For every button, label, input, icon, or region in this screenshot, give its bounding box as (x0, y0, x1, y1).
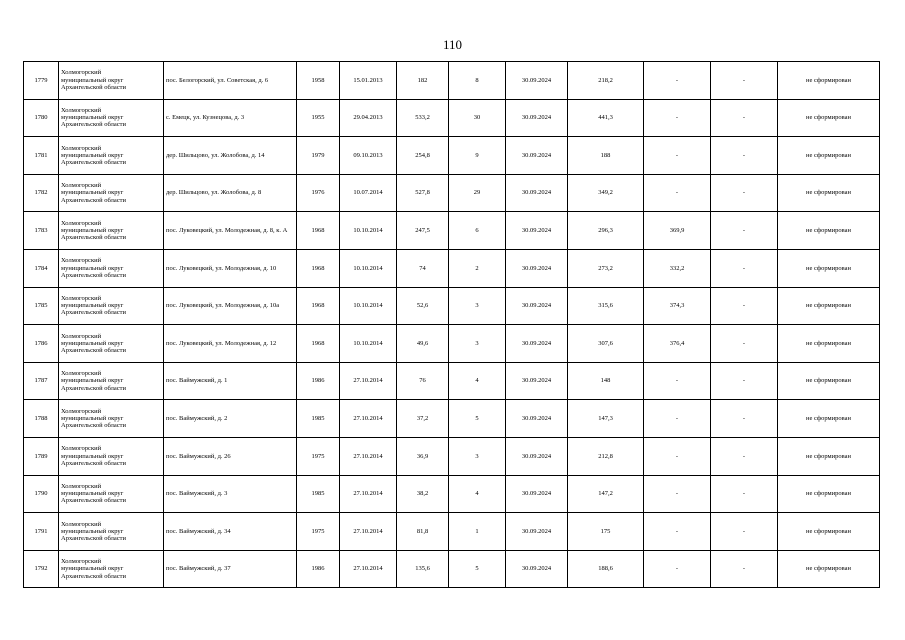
count-cell: 5 (449, 400, 506, 438)
count-cell: 3 (449, 287, 506, 325)
value-cell: 212,8 (568, 437, 644, 475)
municipality-line: муниципальный округ (61, 302, 124, 310)
value3-cell: - (711, 325, 778, 363)
count-cell: 3 (449, 437, 506, 475)
registry-table (23, 61, 880, 588)
count-cell: 3 (449, 325, 506, 363)
report-date-cell: 30.09.2024 (506, 137, 568, 175)
value3-cell: - (711, 137, 778, 175)
area-cell: 74 (397, 249, 449, 287)
status-cell: не сформирован (778, 212, 880, 250)
report-date-cell: 30.09.2024 (506, 287, 568, 325)
municipality-line: Архангельской области (61, 572, 126, 580)
report-date-cell: 30.09.2024 (506, 437, 568, 475)
address-cell: пос. Луковецкий, ул. Молодежная, д. 12 (164, 325, 297, 363)
table-row (24, 437, 880, 475)
year-cell: 1979 (297, 137, 340, 175)
table-row (24, 325, 880, 363)
row-number-cell: 1791 (24, 513, 59, 551)
value3-cell: - (711, 550, 778, 588)
date-cell: 10.10.2014 (340, 212, 397, 250)
year-cell: 1968 (297, 212, 340, 250)
row-number-cell: 1780 (24, 99, 59, 137)
municipality-line: Холмогорский (61, 520, 102, 528)
year-cell: 1958 (297, 62, 340, 100)
report-date-cell: 30.09.2024 (506, 212, 568, 250)
address-cell: дер. Шильцово, ул. Жолобова, д. 14 (164, 137, 297, 175)
status-cell: не сформирован (778, 287, 880, 325)
year-cell: 1968 (297, 249, 340, 287)
year-cell: 1986 (297, 362, 340, 400)
value-cell: 148 (568, 362, 644, 400)
count-cell: 6 (449, 212, 506, 250)
municipality-line: муниципальный округ (61, 151, 124, 159)
area-cell: 247,5 (397, 212, 449, 250)
municipality-line: Холмогорский (61, 107, 102, 115)
year-cell: 1955 (297, 99, 340, 137)
municipality-line: Холмогорский (61, 370, 102, 378)
municipality-cell (59, 212, 164, 250)
municipality-cell (59, 325, 164, 363)
date-cell: 27.10.2014 (340, 475, 397, 513)
row-number-cell: 1789 (24, 437, 59, 475)
municipality-line: Холмогорский (61, 219, 102, 227)
table-row (24, 212, 880, 250)
table-row (24, 400, 880, 438)
status-cell: не сформирован (778, 174, 880, 212)
area-cell: 37,2 (397, 400, 449, 438)
report-date-cell: 30.09.2024 (506, 513, 568, 551)
address-cell: пос. Луковецкий, ул. Молодежная, д. 8, к. А (164, 212, 297, 250)
value3-cell: - (711, 212, 778, 250)
municipality-line: муниципальный округ (61, 339, 124, 347)
area-cell: 36,9 (397, 437, 449, 475)
value2-cell: - (644, 137, 711, 175)
date-cell: 10.10.2014 (340, 249, 397, 287)
report-date-cell: 30.09.2024 (506, 550, 568, 588)
date-cell: 27.10.2014 (340, 513, 397, 551)
municipality-line: Архангельской области (61, 159, 126, 167)
address-cell: пос. Луковецкий, ул. Молодежная, д. 10а (164, 287, 297, 325)
address-cell: пос. Ваймужский, д. 37 (164, 550, 297, 588)
municipality-cell (59, 513, 164, 551)
area-cell: 49,6 (397, 325, 449, 363)
municipality-line: Холмогорский (61, 182, 102, 190)
value3-cell: - (711, 62, 778, 100)
municipality-cell (59, 99, 164, 137)
municipality-line: Архангельской области (61, 535, 126, 543)
date-cell: 27.10.2014 (340, 400, 397, 438)
table-row (24, 137, 880, 175)
year-cell: 1985 (297, 475, 340, 513)
municipality-line: Холмогорский (61, 483, 102, 491)
status-cell: не сформирован (778, 550, 880, 588)
municipality-line: муниципальный округ (61, 490, 124, 498)
value2-cell: - (644, 362, 711, 400)
table-row (24, 62, 880, 100)
status-cell: не сформирован (778, 325, 880, 363)
status-cell: не сформирован (778, 362, 880, 400)
count-cell: 2 (449, 249, 506, 287)
value-cell: 349,2 (568, 174, 644, 212)
municipality-line: Архангельской области (61, 309, 126, 317)
value2-cell: - (644, 400, 711, 438)
row-number-cell: 1781 (24, 137, 59, 175)
report-date-cell: 30.09.2024 (506, 99, 568, 137)
area-cell: 254,8 (397, 137, 449, 175)
date-cell: 27.10.2014 (340, 437, 397, 475)
value-cell: 315,6 (568, 287, 644, 325)
address-cell: пос. Ваймужский, д. 34 (164, 513, 297, 551)
municipality-cell (59, 62, 164, 100)
value3-cell: - (711, 174, 778, 212)
municipality-line: Архангельской области (61, 384, 126, 392)
value3-cell: - (711, 362, 778, 400)
table-row (24, 287, 880, 325)
area-cell: 76 (397, 362, 449, 400)
date-cell: 10.10.2014 (340, 287, 397, 325)
value-cell: 188 (568, 137, 644, 175)
municipality-line: муниципальный округ (61, 452, 124, 460)
value2-cell: - (644, 437, 711, 475)
report-date-cell: 30.09.2024 (506, 325, 568, 363)
date-cell: 29.04.2013 (340, 99, 397, 137)
value2-cell: 376,4 (644, 325, 711, 363)
value-cell: 296,3 (568, 212, 644, 250)
status-cell: не сформирован (778, 99, 880, 137)
report-date-cell: 30.09.2024 (506, 174, 568, 212)
area-cell: 38,2 (397, 475, 449, 513)
date-cell: 10.10.2014 (340, 325, 397, 363)
value-cell: 441,3 (568, 99, 644, 137)
value-cell: 188,6 (568, 550, 644, 588)
status-cell: не сформирован (778, 437, 880, 475)
value2-cell: - (644, 62, 711, 100)
municipality-line: муниципальный округ (61, 114, 124, 122)
table-row (24, 550, 880, 588)
municipality-cell (59, 249, 164, 287)
count-cell: 29 (449, 174, 506, 212)
municipality-line: муниципальный округ (61, 377, 124, 385)
area-cell: 81,8 (397, 513, 449, 551)
area-cell: 527,8 (397, 174, 449, 212)
address-cell: пос. Белогорский, ул. Советская, д. 6 (164, 62, 297, 100)
area-cell: 52,6 (397, 287, 449, 325)
row-number-cell: 1784 (24, 249, 59, 287)
value2-cell: 374,3 (644, 287, 711, 325)
year-cell: 1976 (297, 174, 340, 212)
municipality-line: Холмогорский (61, 407, 102, 415)
count-cell: 1 (449, 513, 506, 551)
value3-cell: - (711, 475, 778, 513)
municipality-line: Архангельской области (61, 234, 126, 242)
report-date-cell: 30.09.2024 (506, 475, 568, 513)
count-cell: 30 (449, 99, 506, 137)
table-row (24, 99, 880, 137)
municipality-cell (59, 137, 164, 175)
status-cell: не сформирован (778, 249, 880, 287)
municipality-cell (59, 174, 164, 212)
report-date-cell: 30.09.2024 (506, 362, 568, 400)
row-number-cell: 1788 (24, 400, 59, 438)
municipality-cell (59, 287, 164, 325)
value3-cell: - (711, 249, 778, 287)
value2-cell: - (644, 174, 711, 212)
report-date-cell: 30.09.2024 (506, 62, 568, 100)
municipality-line: Архангельской области (61, 83, 126, 91)
page-number: 110 (442, 37, 463, 52)
address-cell: пос. Луковецкий, ул. Молодежная, д. 10 (164, 249, 297, 287)
municipality-line: муниципальный округ (61, 76, 124, 84)
report-date-cell: 30.09.2024 (506, 400, 568, 438)
municipality-line: муниципальный округ (61, 527, 124, 535)
municipality-line: муниципальный округ (61, 264, 124, 272)
year-cell: 1975 (297, 437, 340, 475)
value2-cell: - (644, 513, 711, 551)
municipality-cell (59, 400, 164, 438)
address-cell: пос. Ваймужский, д. 2 (164, 400, 297, 438)
date-cell: 15.01.2013 (340, 62, 397, 100)
municipality-line: Холмогорский (61, 445, 102, 453)
value-cell: 218,2 (568, 62, 644, 100)
row-number-cell: 1782 (24, 174, 59, 212)
area-cell: 533,2 (397, 99, 449, 137)
value-cell: 307,6 (568, 325, 644, 363)
value2-cell: - (644, 550, 711, 588)
count-cell: 4 (449, 362, 506, 400)
year-cell: 1975 (297, 513, 340, 551)
value-cell: 175 (568, 513, 644, 551)
municipality-cell (59, 362, 164, 400)
report-date-cell: 30.09.2024 (506, 249, 568, 287)
municipality-cell (59, 550, 164, 588)
municipality-line: Архангельской области (61, 121, 126, 129)
row-number-cell: 1787 (24, 362, 59, 400)
year-cell: 1968 (297, 325, 340, 363)
value3-cell: - (711, 437, 778, 475)
municipality-line: муниципальный округ (61, 227, 124, 235)
municipality-line: Архангельской области (61, 459, 126, 467)
row-number-cell: 1785 (24, 287, 59, 325)
count-cell: 9 (449, 137, 506, 175)
count-cell: 4 (449, 475, 506, 513)
address-cell: дер. Шильцово, ул. Жолобова, д. 8 (164, 174, 297, 212)
count-cell: 5 (449, 550, 506, 588)
value3-cell: - (711, 99, 778, 137)
municipality-line: муниципальный округ (61, 415, 124, 423)
value2-cell: 332,2 (644, 249, 711, 287)
address-cell: пос. Ваймужский, д. 26 (164, 437, 297, 475)
municipality-cell (59, 437, 164, 475)
date-cell: 27.10.2014 (340, 550, 397, 588)
table-row (24, 249, 880, 287)
row-number-cell: 1792 (24, 550, 59, 588)
status-cell: не сформирован (778, 62, 880, 100)
table-row (24, 362, 880, 400)
municipality-line: Архангельской области (61, 497, 126, 505)
row-number-cell: 1783 (24, 212, 59, 250)
value-cell: 147,3 (568, 400, 644, 438)
value-cell: 147,2 (568, 475, 644, 513)
year-cell: 1985 (297, 400, 340, 438)
municipality-line: муниципальный округ (61, 189, 124, 197)
municipality-line: Холмогорский (61, 295, 102, 303)
table-row (24, 475, 880, 513)
municipality-line: Холмогорский (61, 144, 102, 152)
value2-cell: - (644, 99, 711, 137)
value2-cell: 369,9 (644, 212, 711, 250)
municipality-line: Архангельской области (61, 271, 126, 279)
value2-cell: - (644, 475, 711, 513)
table-row (24, 513, 880, 551)
address-cell: пос. Ваймужский, д. 3 (164, 475, 297, 513)
municipality-line: Архангельской области (61, 422, 126, 430)
municipality-line: Холмогорский (61, 257, 102, 265)
row-number-cell: 1786 (24, 325, 59, 363)
area-cell: 182 (397, 62, 449, 100)
date-cell: 27.10.2014 (340, 362, 397, 400)
count-cell: 8 (449, 62, 506, 100)
row-number-cell: 1790 (24, 475, 59, 513)
status-cell: не сформирован (778, 513, 880, 551)
area-cell: 135,6 (397, 550, 449, 588)
municipality-line: Холмогорский (61, 558, 102, 566)
value-cell: 273,2 (568, 249, 644, 287)
municipality-cell (59, 475, 164, 513)
date-cell: 09.10.2013 (340, 137, 397, 175)
table-row (24, 174, 880, 212)
value3-cell: - (711, 400, 778, 438)
year-cell: 1986 (297, 550, 340, 588)
municipality-line: Холмогорский (61, 69, 102, 77)
status-cell: не сформирован (778, 400, 880, 438)
value3-cell: - (711, 287, 778, 325)
address-cell: с. Емецк, ул. Кузнецова, д. 3 (164, 99, 297, 137)
address-cell: пос. Ваймужский, д. 1 (164, 362, 297, 400)
row-number-cell: 1779 (24, 62, 59, 100)
municipality-line: Архангельской области (61, 347, 126, 355)
value3-cell: - (711, 513, 778, 551)
year-cell: 1968 (297, 287, 340, 325)
table-body (24, 62, 880, 588)
municipality-line: Холмогорский (61, 332, 102, 340)
date-cell: 10.07.2014 (340, 174, 397, 212)
municipality-line: Архангельской области (61, 196, 126, 204)
municipality-line: муниципальный округ (61, 565, 124, 573)
status-cell: не сформирован (778, 137, 880, 175)
status-cell: не сформирован (778, 475, 880, 513)
